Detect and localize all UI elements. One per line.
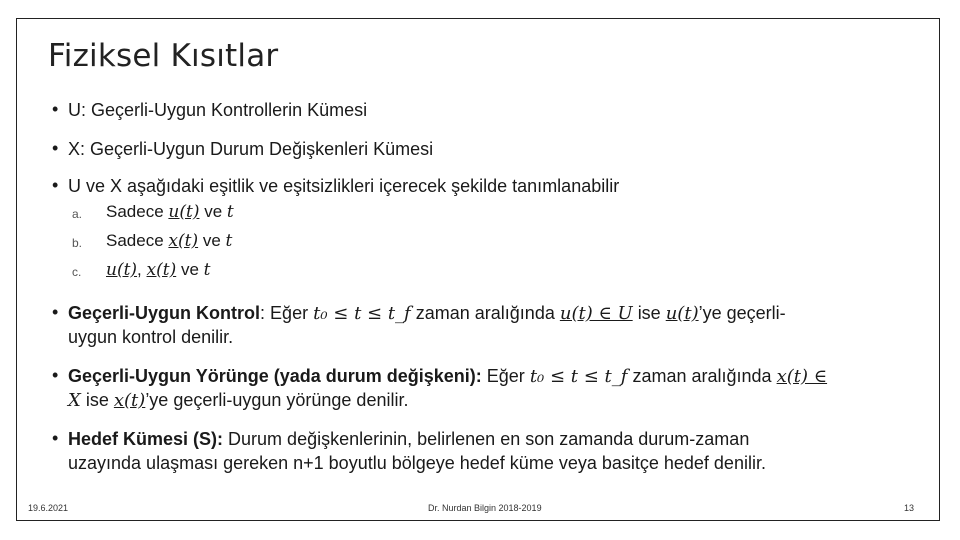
slide-title: Fiziksel Kısıtlar bbox=[48, 38, 279, 74]
sublist-c-math-x: x(t) bbox=[146, 260, 177, 280]
bullet-dot: • bbox=[52, 175, 59, 195]
kontrol-ise: ise bbox=[637, 303, 661, 323]
yorunge-zaman: zaman aralığında bbox=[632, 366, 772, 386]
sublist-b-t: t bbox=[225, 231, 233, 251]
bullet-u-x-constraints: U ve X aşağıdaki eşitlik ve eşitsizlikleri içerecek şekilde tanımlanabilir bbox=[68, 176, 620, 196]
bullet-dot: • bbox=[52, 428, 59, 448]
sublist-b-ve: ve bbox=[202, 231, 221, 250]
sublist-a-ve: ve bbox=[204, 202, 223, 221]
sublist-a-text: Sadece bbox=[106, 202, 164, 221]
sublist-c-t: t bbox=[203, 260, 211, 280]
sublist-c-ve: ve bbox=[180, 260, 199, 279]
kontrol-definition-line2: uygun kontrol denilir. bbox=[68, 327, 234, 347]
yorunge-X: X bbox=[68, 390, 81, 411]
kontrol-heading: Geçerli-Uygun Kontrol bbox=[68, 303, 261, 323]
hedef-definition-line1 bbox=[68, 428, 749, 450]
yorunge-inequality: t₀ ≤ t ≤ t_f bbox=[529, 366, 628, 387]
yorunge-eger: Eğer bbox=[486, 366, 525, 386]
sublist-c-comma: , bbox=[137, 260, 142, 279]
sublist-item-c bbox=[106, 259, 210, 281]
bullet-dot: • bbox=[52, 365, 59, 385]
kontrol-eger: Eğer bbox=[270, 303, 309, 323]
yorunge-x-t: x(t) bbox=[113, 390, 146, 411]
yorunge-ise: ise bbox=[85, 390, 109, 410]
sublist-a-t: t bbox=[226, 202, 234, 222]
footer-date: 19.6.2021 bbox=[28, 503, 69, 513]
kontrol-u-in-U: u(t) ∈ U bbox=[559, 303, 633, 324]
bullet-x-definition: X: Geçerli-Uygun Durum Değişkenleri Kümesi bbox=[68, 139, 434, 159]
kontrol-definition-line1 bbox=[68, 302, 786, 325]
bullet-dot: • bbox=[52, 138, 59, 158]
kontrol-zaman: zaman aralığında bbox=[415, 303, 555, 323]
yorunge-x-in: x(t) ∈ bbox=[776, 366, 828, 387]
yorunge-definition-line1 bbox=[68, 365, 827, 388]
sublist-b-math: x(t) bbox=[168, 231, 199, 251]
hedef-text-line1: Durum değişkenlerinin, belirlenen en son zamanda durum-zaman bbox=[228, 429, 750, 449]
footer-page-number: 13 bbox=[904, 503, 915, 513]
sublist-a-math: u(t) bbox=[168, 202, 200, 222]
sublist-c-math-u: u(t) bbox=[106, 260, 138, 280]
footer-author: Dr. Nurdan Bilgin 2018-2019 bbox=[428, 503, 542, 513]
hedef-definition-line2: uzayında ulaşması gereken n+1 boyutlu bölgeye hedef küme veya basitçe hedef denilir. bbox=[68, 453, 766, 473]
bullet-dot: • bbox=[52, 302, 59, 322]
yorunge-heading: Geçerli-Uygun Yörünge (yada durum değişkeni): bbox=[68, 366, 482, 386]
sublist-letter-c: c. bbox=[72, 265, 82, 279]
bullet-u-definition: U: Geçerli-Uygun Kontrollerin Kümesi bbox=[68, 100, 368, 120]
sublist-b-text: Sadece bbox=[106, 231, 164, 250]
bullet-dot: • bbox=[52, 99, 59, 119]
sublist-item-a bbox=[106, 201, 234, 223]
yorunge-tail: ’ye geçerli-uygun yörünge denilir. bbox=[145, 390, 409, 410]
yorunge-definition-line2 bbox=[68, 389, 408, 412]
sublist-letter-b: b. bbox=[72, 236, 83, 250]
sublist-item-b bbox=[106, 230, 232, 252]
kontrol-inequality: t₀ ≤ t ≤ t_f bbox=[313, 303, 411, 324]
sublist-letter-a: a. bbox=[72, 207, 83, 221]
kontrol-colon: : bbox=[260, 303, 266, 323]
kontrol-tail: ’ye geçerli- bbox=[698, 303, 786, 323]
kontrol-u-t: u(t) bbox=[665, 303, 699, 324]
hedef-heading: Hedef Kümesi (S): bbox=[68, 429, 224, 449]
